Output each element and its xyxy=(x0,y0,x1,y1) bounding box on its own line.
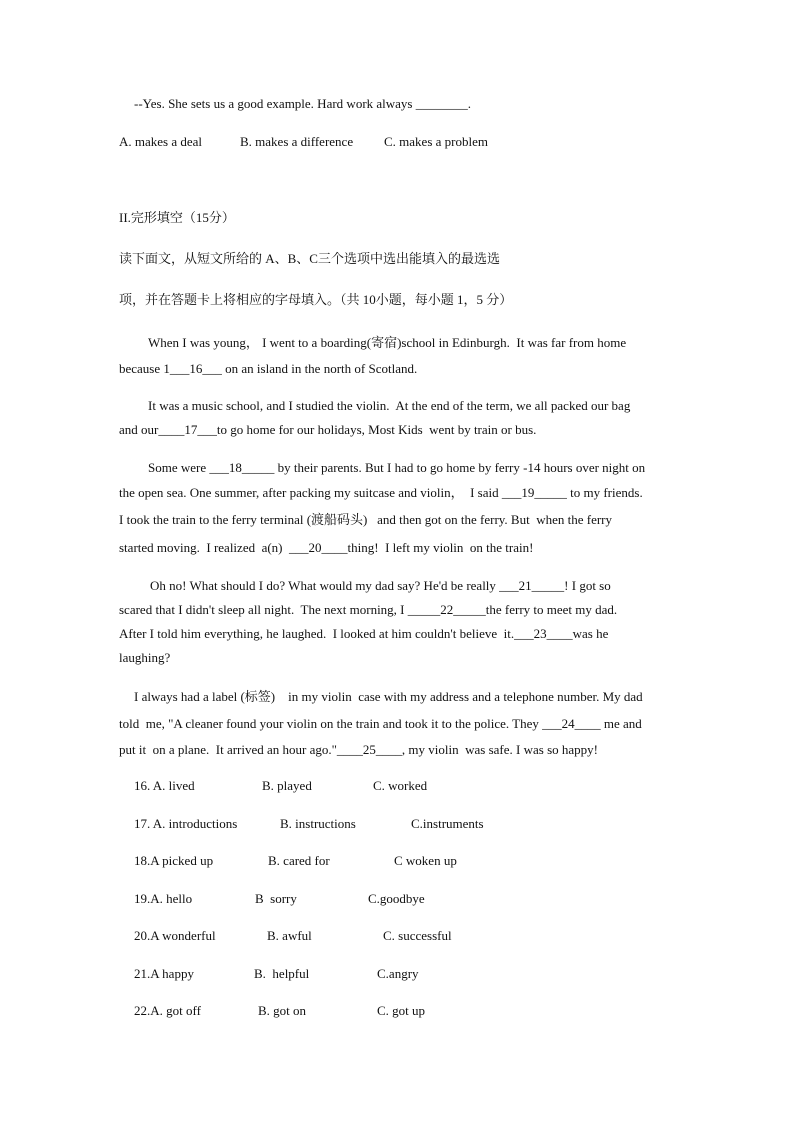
passage-line: When I was young， I went to a boarding(寄宿)school in Edinburgh. It was far from home xyxy=(148,335,627,350)
passage-line: laughing? xyxy=(119,650,171,665)
passage-line: Oh no! What should I do? What would my dad say? He'd be really ___21_____! I got so xyxy=(150,578,611,593)
passage-line: I always had a label (标签) in my violin case with my address and a telephone number. My dad xyxy=(134,689,643,704)
passage-line: because 1___16___ on an island in the north of Scotland. xyxy=(119,361,418,376)
question-option-c: C woken up xyxy=(394,853,457,868)
passage-line: After I told him everything, he laughed. I looked at him couldn't believe it.___23____was he xyxy=(119,626,609,641)
question-option-a: 20.A wonderful xyxy=(134,928,216,943)
passage-line: It was a music school, and I studied the violin. At the end of the term, we all packed our bag xyxy=(148,398,631,413)
answer-line: --Yes. She sets us a good example. Hard work always ________. xyxy=(134,96,471,111)
question-option-b: B. awful xyxy=(267,928,312,943)
question-option-c: C. worked xyxy=(373,778,428,793)
passage-line: I took the train to the ferry terminal (渡船码头) and then got on the ferry. But when the ferry xyxy=(119,512,613,527)
question-option-b: B sorry xyxy=(255,891,297,906)
passage-line: started moving. I realized a(n) ___20____thing! I left my violin on the train! xyxy=(119,540,534,555)
question-option-a: 21.A happy xyxy=(134,966,194,981)
instruction-line-2: 项，并在答题卡上将相应的字母填入。（共 10小题，每小题 1，5 分） xyxy=(119,292,513,307)
option-b: B. makes a difference xyxy=(240,134,354,149)
option-a: A. makes a deal xyxy=(119,134,203,149)
passage-line: and our____17___to go home for our holidays, Most Kids went by train or bus. xyxy=(119,422,537,437)
instruction-line-1: 读下面文，从短文所给的 A、B、C三个选项中选出能填入的最选选 xyxy=(119,251,500,266)
option-c: C. makes a problem xyxy=(384,134,488,149)
question-option-c: C. successful xyxy=(383,928,452,943)
question-option-c: C.instruments xyxy=(411,816,484,831)
passage-line: put it on a plane. It arrived an hour ago."____25____, my violin was safe. I was so happy! xyxy=(119,742,598,757)
passage-line: Some were ___18_____ by their parents. But I had to go home by ferry -14 hours over night on xyxy=(148,460,646,475)
question-option-c: C. got up xyxy=(377,1003,426,1018)
question-option-a: 22.A. got off xyxy=(134,1003,201,1018)
passage-line: the open sea. One summer, after packing my suitcase and violin， I said ___19_____ to my friends. xyxy=(119,485,643,500)
question-option-c: C.angry xyxy=(377,966,419,981)
question-option-a: 16. A. lived xyxy=(134,778,195,793)
question-option-b: B. instructions xyxy=(280,816,356,831)
question-option-b: B. got on xyxy=(258,1003,307,1018)
question-option-b: B. cared for xyxy=(268,853,330,868)
passage-line: scared that I didn't sleep all night. The next morning, I _____22_____the ferry to meet my dad. xyxy=(119,602,618,617)
question-option-b: B. helpful xyxy=(254,966,310,981)
question-option-a: 19.A. hello xyxy=(134,891,193,906)
question-option-a: 18.A picked up xyxy=(134,853,214,868)
question-option-c: C.goodbye xyxy=(368,891,425,906)
section-title: II.完形填空（15分） xyxy=(119,210,235,225)
passage-line: told me, "A cleaner found your violin on the train and took it to the police. They ___24____ me and xyxy=(119,716,642,731)
question-option-a: 17. A. introductions xyxy=(134,816,238,831)
question-option-b: B. played xyxy=(262,778,312,793)
